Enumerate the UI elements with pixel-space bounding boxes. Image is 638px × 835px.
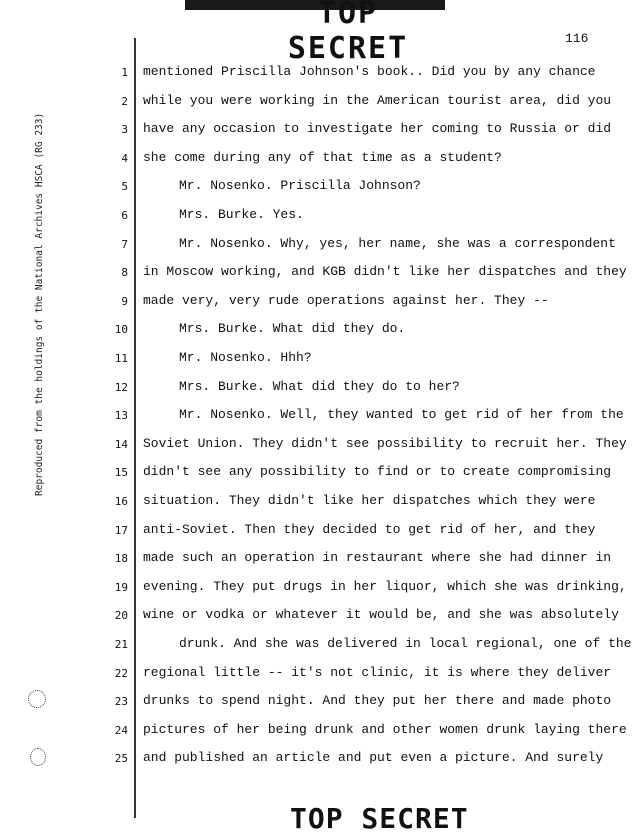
line-number: 25 <box>114 752 128 766</box>
line-text: regional little -- it's not clinic, it is where they deliver <box>143 664 612 680</box>
transcript-line <box>0 121 638 141</box>
line-number: 13 <box>114 409 128 423</box>
line-number: 12 <box>114 380 128 394</box>
transcript-line <box>0 665 638 685</box>
line-number: 4 <box>121 151 128 165</box>
line-text: evening. They put drugs in her liquor, which she was drinking, <box>143 578 627 594</box>
line-text: made very, very rude operations against her. They -- <box>143 292 549 308</box>
transcript-line <box>0 264 638 284</box>
line-number: 19 <box>114 580 128 594</box>
archive-side-note: Reproduced from the holdings of the National Archives HSCA (RG 233) <box>34 112 45 496</box>
line-number: 24 <box>114 723 128 737</box>
line-text: Mrs. Burke. Yes. <box>179 207 304 222</box>
line-text: in Moscow working, and KGB didn't like her dispatches and they <box>143 264 627 280</box>
line-number: 15 <box>114 466 128 480</box>
transcript-line <box>0 693 638 713</box>
transcript-line <box>0 178 638 198</box>
transcript-line <box>0 750 638 770</box>
transcript-line <box>0 293 638 313</box>
transcript-line <box>0 436 638 456</box>
line-text: Soviet Union. They didn't see possibility to recruit her. They <box>143 435 627 451</box>
punch-hole-mark <box>28 690 46 708</box>
line-text: didn't see any possibility to find or to create compromising <box>143 464 612 480</box>
line-text: drunk. And she was delivered in local regional, one of the <box>179 636 632 651</box>
line-text: drunks to spend night. And they put her there and made photo <box>143 693 612 709</box>
transcript-line <box>0 150 638 170</box>
page-number: 116 <box>565 31 589 46</box>
transcript-line <box>0 207 638 227</box>
line-text: Mr. Nosenko. Well, they wanted to get rid of her from the <box>179 407 624 423</box>
line-text: made such an operation in restaurant where she had dinner in <box>143 550 612 566</box>
line-number: 22 <box>114 666 128 680</box>
line-number: 17 <box>114 523 128 537</box>
line-number: 14 <box>114 437 128 451</box>
transcript-line <box>0 579 638 599</box>
line-number: 7 <box>121 237 128 251</box>
transcript-line <box>0 522 638 542</box>
transcript-line <box>0 407 638 427</box>
line-text: wine or vodka or whatever it would be, and she was absolutely <box>143 607 619 623</box>
line-number: 16 <box>114 495 128 508</box>
line-text: situation. They didn't like her dispatches which they were <box>143 493 596 508</box>
line-number: 1 <box>121 66 128 79</box>
line-number: 18 <box>114 552 128 566</box>
line-number: 9 <box>121 294 128 308</box>
line-text: pictures of her being drunk and other women drunk laying there <box>143 721 627 737</box>
line-number: 2 <box>121 94 128 108</box>
transcript-line <box>0 493 638 513</box>
line-number: 23 <box>114 695 128 709</box>
line-number: 5 <box>121 180 128 194</box>
transcript-line <box>0 550 638 570</box>
line-number: 8 <box>121 266 128 280</box>
footer-classification-stamp: TOP SECRET <box>290 802 469 835</box>
transcript-line <box>0 93 638 113</box>
line-number: 20 <box>114 609 128 623</box>
header-stamp-text: TOP SECRET <box>287 0 409 66</box>
line-text: have any occasion to investigate her coming to Russia or did <box>143 121 612 137</box>
line-text: Mrs. Burke. What did they do. <box>179 321 406 337</box>
line-text: she come during any of that time as a student? <box>143 149 502 165</box>
line-text: while you were working in the American tourist area, did you <box>143 92 612 108</box>
transcript-line <box>0 636 638 656</box>
line-number: 10 <box>114 323 128 337</box>
line-text: Mr. Nosenko. Hhh? <box>179 350 312 365</box>
line-number: 3 <box>121 123 128 137</box>
line-number: 21 <box>114 638 128 651</box>
line-text: and published an article and put even a picture. And surely <box>143 750 604 766</box>
transcript-line <box>0 350 638 370</box>
transcript-line <box>0 236 638 256</box>
line-text: Mr. Nosenko. Priscilla Johnson? <box>179 178 421 194</box>
transcript-line <box>0 607 638 627</box>
transcript-line <box>0 64 638 84</box>
line-text: mentioned Priscilla Johnson's book.. Did you by any chance <box>143 64 596 79</box>
line-text: Mrs. Burke. What did they do to her? <box>179 378 460 394</box>
transcript-line <box>0 464 638 484</box>
punch-hole-mark <box>30 748 46 766</box>
line-text: Mr. Nosenko. Why, yes, her name, she was a correspondent <box>179 235 616 251</box>
transcript-line <box>0 321 638 341</box>
line-number: 11 <box>114 352 128 365</box>
transcript-line <box>0 379 638 399</box>
line-number: 6 <box>121 209 128 222</box>
transcript-line <box>0 722 638 742</box>
line-text: anti-Soviet. Then they decided to get rid of her, and they <box>143 521 596 537</box>
